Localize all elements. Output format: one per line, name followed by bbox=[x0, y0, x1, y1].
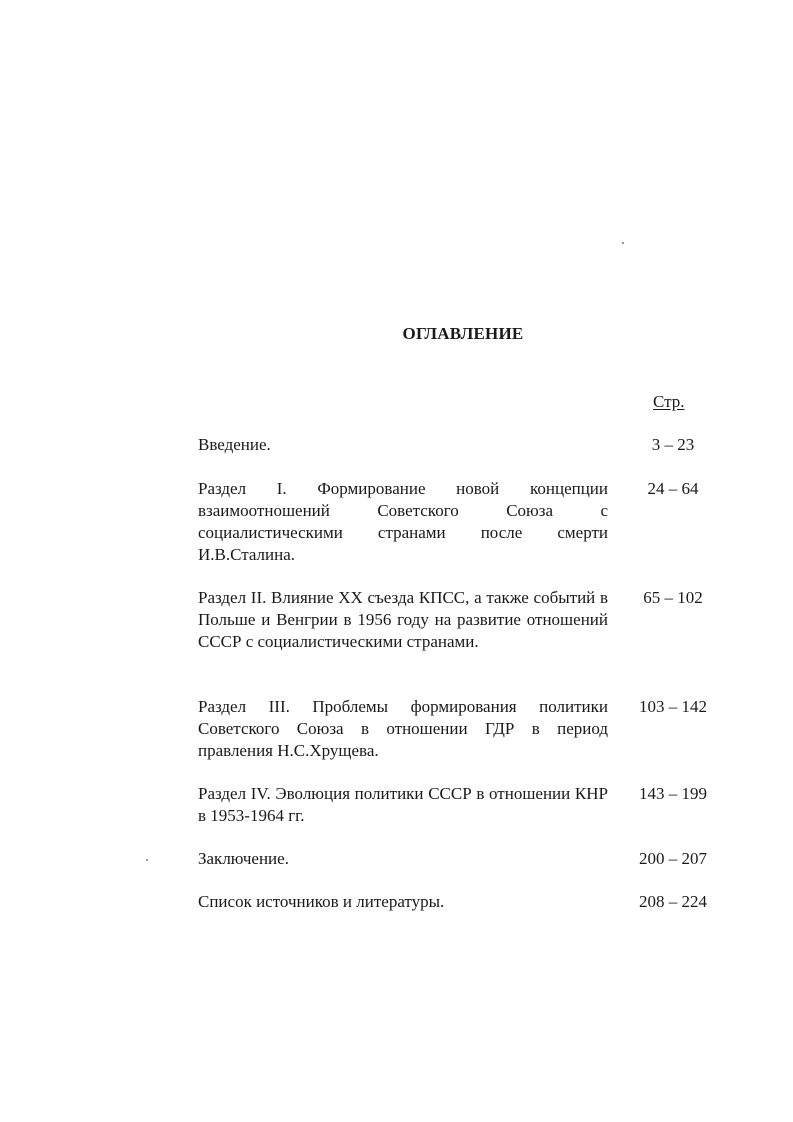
toc-entry-title: Раздел I. Формирование новой концепции взаимоотношений Советского Союза с социалистическими странами после смерти И.В.Сталина. bbox=[198, 479, 608, 564]
toc-entry-title: Введение. bbox=[198, 435, 271, 454]
toc-entry-title: Заключение. bbox=[198, 849, 289, 868]
toc-entry-title: Раздел IV. Эволюция политики СССР в отношении КНР в 1953-1964 гг. bbox=[198, 784, 608, 825]
page-title: ОГЛАВЛЕНИЕ bbox=[402, 324, 524, 343]
toc-entry-pages: 200 – 207 bbox=[639, 849, 707, 868]
toc-entry-pages: 208 – 224 bbox=[639, 892, 707, 911]
toc-entry-title: Раздел II. Влияние XX съезда КПСС, а также событий в Польше и Венгрии в 1956 году на развитие отношений СССР с социалистическими странами. bbox=[198, 588, 608, 651]
page-number-column-header: Стр. bbox=[653, 392, 685, 411]
scan-speck bbox=[622, 242, 624, 244]
toc-entry-pages: 103 – 142 bbox=[639, 697, 707, 716]
scan-speck bbox=[146, 859, 148, 861]
toc-entry-title: Раздел III. Проблемы формирования политики Советского Союза в отношении ГДР в период правления Н.С.Хрущева. bbox=[198, 697, 608, 760]
toc-entry-pages: 143 – 199 bbox=[639, 784, 707, 803]
toc-entry-pages: 65 – 102 bbox=[643, 588, 703, 607]
toc-entry-title: Список источников и литературы. bbox=[198, 892, 445, 911]
toc-entry-pages: 3 – 23 bbox=[651, 435, 695, 454]
toc-entry-pages: 24 – 64 bbox=[647, 479, 699, 498]
